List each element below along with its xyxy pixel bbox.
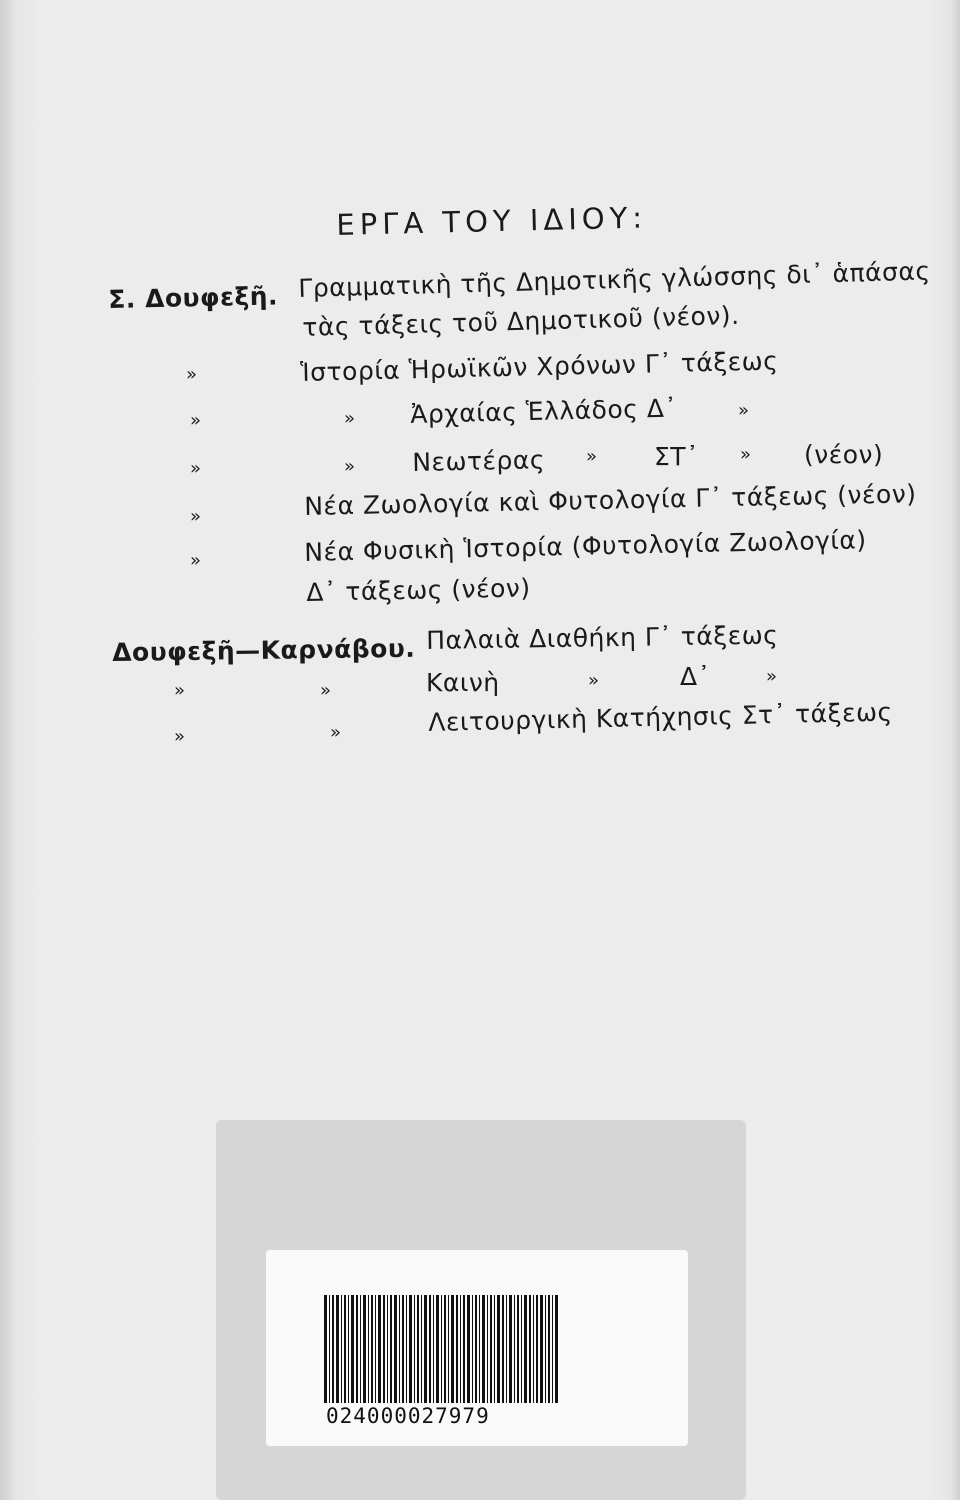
work-zoology-botany: Νέα Ζωολογία καὶ Φυτολογία Γ᾽ τάξεως (νέον) — [304, 479, 917, 521]
ditto-mark: » — [740, 444, 752, 465]
ditto-mark: » — [190, 410, 202, 431]
page-edge-right — [950, 0, 960, 1500]
author-doufexi-karnavou: Δουφεξῆ—Καρνάβου. — [112, 633, 416, 667]
barcode-number: 024000027979 — [326, 1404, 490, 1428]
work-old-testament: Παλαιὰ Διαθήκη Γ᾽ τάξεως — [426, 620, 779, 655]
ditto-mark: » — [186, 364, 198, 385]
ditto-mark: » — [174, 726, 186, 747]
work-natural-history-line1: Νέα Φυσικὴ Ἱστορία (Φυτολογία Ζωολογία) — [304, 525, 867, 567]
ditto-mark: » — [190, 458, 202, 479]
work-new-testament-class: Δ᾽ — [680, 662, 711, 691]
author-doufexi: Σ. Δουφεξῆ. — [108, 281, 279, 314]
work-history-modern-class: ΣΤ᾽ — [654, 442, 700, 471]
work-natural-history-line2: Δ᾽ τάξεως (νέον) — [306, 573, 531, 607]
ditto-mark: » — [344, 456, 356, 477]
ditto-mark: » — [190, 506, 202, 527]
barcode-label — [266, 1250, 688, 1446]
work-history-heroic: Ἱστορία Ἡρωϊκῶν Χρόνων Γ᾽ τάξεως — [300, 346, 779, 387]
work-new-testament: Καινὴ — [426, 668, 500, 697]
barcode-image — [324, 1295, 560, 1403]
ditto-mark: » — [586, 446, 598, 467]
ditto-mark: » — [738, 400, 750, 421]
work-history-modern: Νεωτέρας — [412, 445, 546, 477]
ditto-mark: » — [174, 680, 186, 701]
work-liturgical-catechism: Λειτουργικὴ Κατήχησις Στ᾽ τάξεως — [428, 697, 893, 737]
ditto-mark: » — [766, 666, 778, 687]
ditto-mark: » — [344, 408, 356, 429]
works-heading: ΕΡΓΑ ΤΟΥ ΙΔΙΟΥ: — [336, 200, 648, 242]
ditto-mark: » — [588, 670, 600, 691]
page-edge-left — [0, 0, 14, 1500]
work-grammar-line2: τὰς τάξεις τοῦ Δημοτικοῦ (νέον). — [302, 300, 740, 342]
ditto-mark: » — [190, 550, 202, 571]
ditto-mark: » — [320, 680, 332, 701]
ditto-mark: » — [330, 722, 342, 743]
work-grammar-line1: Γραμματικὴ τῆς Δημοτικῆς γλώσσης δι᾽ ἁπάσας — [298, 256, 931, 303]
work-history-modern-note: (νέον) — [804, 440, 884, 469]
work-history-ancient: Ἀρχαίας Ἑλλάδος Δ᾽ — [410, 393, 678, 429]
